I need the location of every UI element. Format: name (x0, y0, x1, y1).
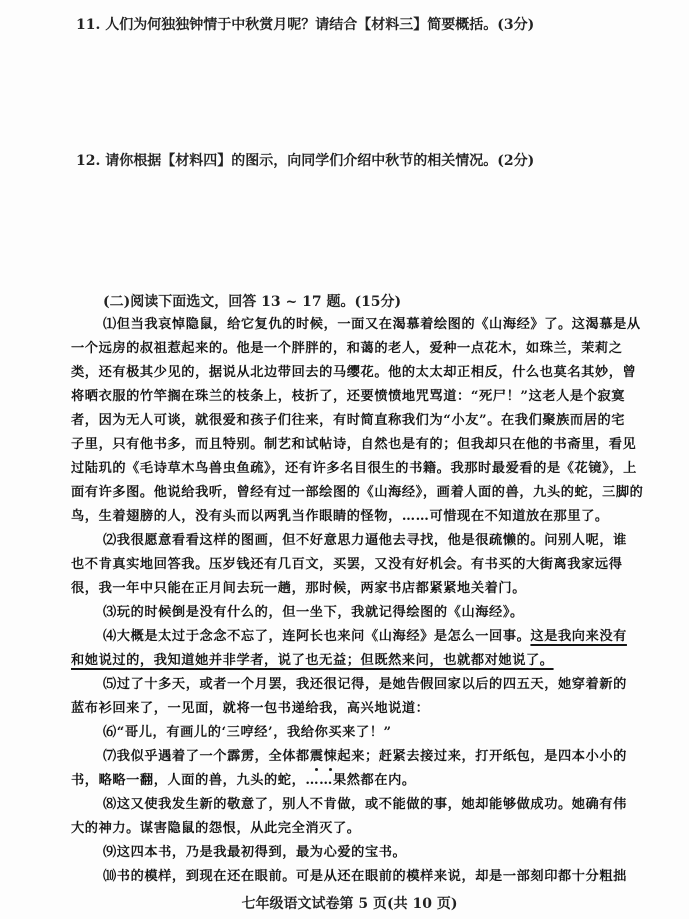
passage-line: 蓝布衫回来了，一见面，就将一包书递给我，高兴地说道： (71, 701, 430, 716)
paragraph-4-text: ⑷大概是太过于念念不忘了，连阿长也来问《山海经》是怎么一回事。 (103, 629, 531, 644)
passage-line (71, 652, 671, 670)
passage-line: ⑵我很愿意看看这样的图画，但不好意思力逼他去寻找，他是很疏懒的。问别人呢，谁 (103, 533, 627, 548)
passage-line: 很，我一年中只能在正月间去玩一趟，那时候，两家书店都紧紧地关着门。 (71, 581, 526, 596)
passage-line: ⑽书的模样，到现在还在眼前。可是从还在眼前的模样来说，却是一部刻印都十分粗拙 (103, 869, 627, 884)
passage-line: 鸟，生着翅膀的人，没有头而以两乳当作眼睛的怪物，……可惜现在不知道放在那里了。 (71, 509, 609, 524)
passage-line: 也不肯真实地回答我。压岁钱还有几百文，买罢，又没有好机会。有书买的大街离我家远得 (71, 557, 623, 572)
passage-line: ⑹“哥儿，有画儿的‘三哼经’，我给你买来了！” (103, 725, 392, 740)
passage-line: 过陆玑的《毛诗草木鸟兽虫鱼疏》，还有许多名目很生的书籍。我那时最爱看的是《花镜》，上 (71, 461, 637, 476)
passage-line: 者，因为无人可谈，就很爱和孩子们往来，有时简直称我们为“小友”。在我们聚族而居的宅 (71, 413, 626, 428)
underlined-sentence-cont: 和她说过的，我知道她并非学者，说了也无益；但既然来问，也就都对她说了。 (71, 653, 554, 668)
passage-line: ⑶玩的时候倒是没有什么的，但一坐下，我就记得绘图的《山海经》。 (103, 605, 524, 620)
passage-line (103, 628, 671, 646)
paragraph-7-text: ⑺我似乎遇着了一个霹雳，全体都 (103, 749, 310, 764)
passage-line: ⑼这四本书，乃是我最初得到，最为心爱的宝书。 (103, 845, 407, 860)
paragraph-7-text-cont: 起来；赶紧去接过来，打开纸包，是四本小小的 (337, 749, 627, 764)
question-11: 11. 人们为何独独钟情于中秋赏月呢？请结合【材料三】简要概括。(3分) (76, 17, 535, 33)
passage-line: 将晒衣服的竹竿搁在珠兰的枝条上，枝折了，还要愤愤地咒骂道：“死尸！”这老人是个寂寞 (71, 389, 626, 404)
passage-line: 子里，只有他书多，而且特别。制艺和试帖诗，自然也是有的；但我却只在他的书斋里，看见 (71, 437, 637, 452)
passage-line (103, 748, 671, 766)
passage-line: 大的神力。谋害隐鼠的怨恨，从此完全消灭了。 (71, 821, 361, 836)
passage-line: ⑻这又使我发生新的敬意了，别人不肯做，或不能做的事，她却能够做成功。她确有伟 (103, 797, 627, 812)
passage-line: 书，略略一翻，人面的兽，九头的蛇，……果然都在内。 (71, 773, 416, 788)
question-12: 12. 请你根据【材料四】的图示，向同学们介绍中秋节的相关情况。(2分) (76, 153, 535, 169)
emphasis-char: 震 (309, 749, 324, 764)
passage-line: ⑴但当我哀悼隐鼠，给它复仇的时候，一面又在渴慕着绘图的《山海经》了。这渴慕是从 (103, 317, 641, 332)
passage-line: ⑸过了十多天，或者一个月罢，我还很记得，是她告假回家以后的四五天，她穿着新的 (103, 677, 627, 692)
emphasis-char: 悚 (323, 749, 338, 764)
underlined-sentence: 这是我向来没有 (530, 629, 627, 644)
page-footer: 七年级语文试卷第 5 页(共 10 页) (241, 896, 458, 912)
passage-line: 面有许多图。他说给我听，曾经有过一部绘图的《山海经》，画着人面的兽，九头的蛇，三脚的 (71, 485, 644, 500)
section-title: (二)阅读下面选文，回答 13 ~ 17 题。(15分) (103, 294, 402, 310)
passage-line: 一个远房的叔祖惹起来的。他是一个胖胖的，和蔼的老人，爱种一点花木，如珠兰，茉莉之 (71, 341, 623, 356)
passage-line: 类，还有极其少见的，据说从北边带回去的马缨花。他的太太却正相反，什么也莫名其妙，曾 (71, 365, 637, 380)
